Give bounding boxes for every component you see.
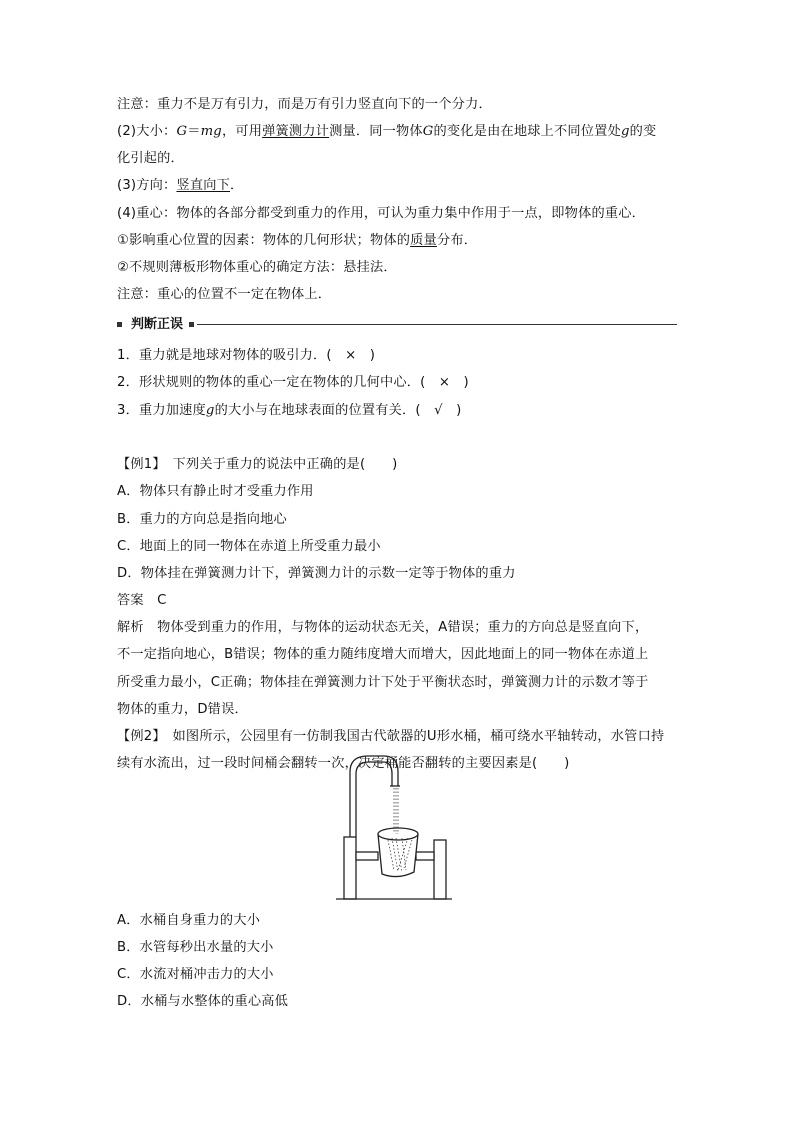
size-end: 的变 xyxy=(629,124,657,139)
tilting-bucket-figure xyxy=(332,752,456,902)
note-cog-not-on-object: 注意：重心的位置不一定在物体上． xyxy=(117,287,332,302)
example2-stem-line: 【例2】 如图所示，公园里有一仿制我国古代欹器的U形水桶，桶可绕水平轴转动，水管口持 xyxy=(117,729,665,744)
judgment-item: 2．形状规则的物体的重心一定在物体的几何中心．( × ) xyxy=(117,375,469,390)
judgment-item: 1．重力就是地球对物体的吸引力．( × ) xyxy=(117,348,376,363)
size-mid: ，可用 xyxy=(221,124,263,139)
example1-stem: 【例1】 下列关于重力的说法中正确的是( ) xyxy=(117,457,398,472)
example1-analysis-line: 解析 物体受到重力的作用，与物体的运动状态无关，A错误；重力的方向总是竖直向下， xyxy=(117,620,649,635)
gravity-size-line-2: 化引起的． xyxy=(117,151,184,166)
symbol-g: g xyxy=(205,403,215,418)
example1-answer: 答案 C xyxy=(117,593,167,608)
formula-eq: ＝ xyxy=(187,124,201,139)
right-post xyxy=(434,840,446,899)
size-after-instrument: 测量．同一物体 xyxy=(329,124,423,139)
example2-stem-line: 续有水流出，过一段时间桶会翻转一次，决定桶能否翻转的主要因素是( ) xyxy=(117,756,570,771)
example1-option-c: C．地面上的同一物体在赤道上所受重力最小 xyxy=(117,539,381,554)
size-rest: 的变化是由在地球上不同位置处 xyxy=(433,124,621,139)
factor-prefix: ①影响重心位置的因素：物体的几何形状；物体的 xyxy=(117,233,411,248)
example1-option-b: B．重力的方向总是指向地心 xyxy=(117,512,287,527)
example2-option-c: C．水流对桶冲击力的大小 xyxy=(117,967,274,982)
cog-factor-line xyxy=(117,232,477,250)
direction-end: ． xyxy=(230,178,244,193)
judgment-pre: 3．重力加速度 xyxy=(117,403,206,418)
example1-analysis-line: 物体的重力，D错误． xyxy=(117,702,248,717)
direction-prefix: (3)方向： xyxy=(117,178,177,193)
right-axle xyxy=(416,852,434,860)
gravity-size-line xyxy=(117,123,656,141)
water-pipe-inner xyxy=(356,762,392,837)
judgment-post: 的大小与在地球表面的位置有关．( √ ) xyxy=(214,403,462,418)
direction-value: 竖直向下 xyxy=(176,178,231,193)
example1-analysis-line: 所受重力最小，C正确；物体挂在弹簧测力计下处于平衡状态时，弹簧测力计的示数才等于 xyxy=(117,675,649,690)
example1-option-d: D．物体挂在弹簧测力计下，弹簧测力计的示数一定等于物体的重力 xyxy=(117,566,516,581)
square-bullet-icon xyxy=(189,322,194,327)
left-post xyxy=(344,837,356,899)
example2-option-b: B．水管每秒出水量的大小 xyxy=(117,940,274,955)
example1-option-a: A．物体只有静止时才受重力作用 xyxy=(117,484,314,499)
section-title: 判断正误 xyxy=(131,317,184,332)
formula-mg: mg xyxy=(200,124,222,139)
section-divider xyxy=(197,324,677,325)
left-axle xyxy=(356,852,378,860)
factor-mass: 质量 xyxy=(410,233,437,248)
symbol-g: g xyxy=(620,124,630,139)
section-header xyxy=(117,316,677,334)
example2-option-a: A．水桶自身重力的大小 xyxy=(117,913,261,928)
gravity-direction-line xyxy=(117,177,243,195)
formula-G: G xyxy=(176,124,188,139)
center-of-gravity-line: (4)重心：物体的各部分都受到重力的作用，可认为重力集中作用于一点，即物体的重心． xyxy=(117,206,646,221)
example2-option-d: D．水桶与水整体的重心高低 xyxy=(117,994,289,1009)
factor-end: 分布． xyxy=(436,233,478,248)
cog-method-line: ②不规则薄板形物体重心的确定方法：悬挂法． xyxy=(117,260,397,275)
spring-scale-term: 弹簧测力计 xyxy=(262,124,330,139)
square-bullet-icon xyxy=(117,322,122,327)
note-gravity-not-universal: 注意：重力不是万有引力，而是万有引力竖直向下的一个分力． xyxy=(117,97,492,112)
judgment-item xyxy=(117,402,461,420)
symbol-G: G xyxy=(422,124,434,139)
example1-analysis-line: 不一定指向地心，B错误；物体的重力随纬度增大而增大，因此地面上的同一物体在赤道上 xyxy=(117,647,649,662)
size-prefix: (2)大小： xyxy=(117,124,177,139)
